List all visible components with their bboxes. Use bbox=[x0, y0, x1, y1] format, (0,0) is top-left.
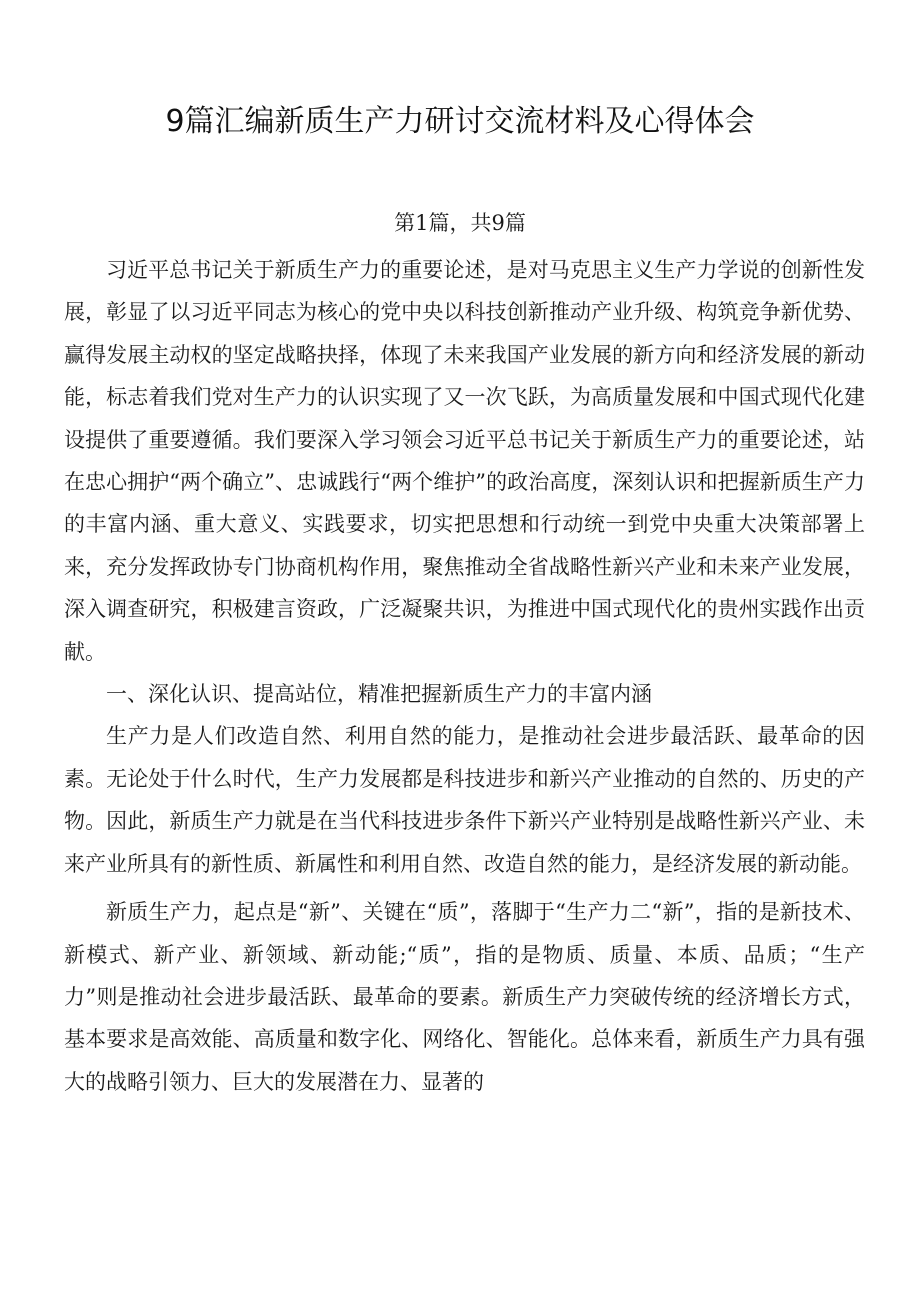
section-heading-1: 一、深化认识、提高站位，精准把握新质生产力的丰富内涵 bbox=[106, 682, 652, 707]
paragraph-productivity: 生产力是人们改造自然、利用自然的能力，是推动社会进步最活跃、最革命的因素。无论处于什么时代，生产力发展都是科技进步和新兴产业推动的自然的、历史的产物。因此，新质生产力就是在当代科技进步条件下新兴产业特别是战略性新兴产业、未来产业所具有的新性质、新属性和利用自然、改造自然的能力，是经济发展的新动能。 bbox=[64, 724, 865, 876]
paragraph-intro: 习近平总书记关于新质生产力的重要论述，是对马克思主义生产力学说的创新性发展，彰显了以习近平同志为核心的党中央以科技创新推动产业升级、构筑竞争新优势、赢得发展主动权的坚定战略抉择，体现了未来我国产业发展的新方向和经济发展的新动能，标志着我们党对生产力的认识实现了又一次飞跃，为高质量发展和中国式现代化建设提供了重要遵循。我们要深入学习领会习近平总书记关于新质生产力的重要论述，站在忠心拥护“两个确立”、忠诚践行“两个维护”的政治高度，深刻认识和把握新质生产力的丰富内涵、重大意义、实践要求，切实把思想和行动统一到党中央重大决策部署上来，充分发挥政协专门协商机构作用，聚焦推动全省战略性新兴产业和未来产业发展，深入调查研究，积极建言资政，广泛凝聚共识，为推进中国式现代化的贵州实践作出贡献。 bbox=[64, 258, 865, 664]
document-subtitle: 第1篇，共9篇 bbox=[394, 211, 526, 235]
document-body bbox=[64, 249, 865, 1103]
paragraph-new-quality: 新质生产力，起点是“新”、关键在“质”，落脚于“生产力二“新”，指的是新技术、新模式、新产业、新领域、新动能;“质”，指的是物质、质量、本质、品质；“生产力”则是推动社会进步最活跃、最革命的要素。新质生产力突破传统的经济增长方式，基本要求是高效能、高质量和数字化、网络化、智能化。总体来看，新质生产力具有强大的战略引领力、巨大的发展潜在力、显著的 bbox=[64, 900, 865, 1094]
document-title: 9篇汇编新质生产力研讨交流材料及心得体会 bbox=[165, 104, 755, 139]
